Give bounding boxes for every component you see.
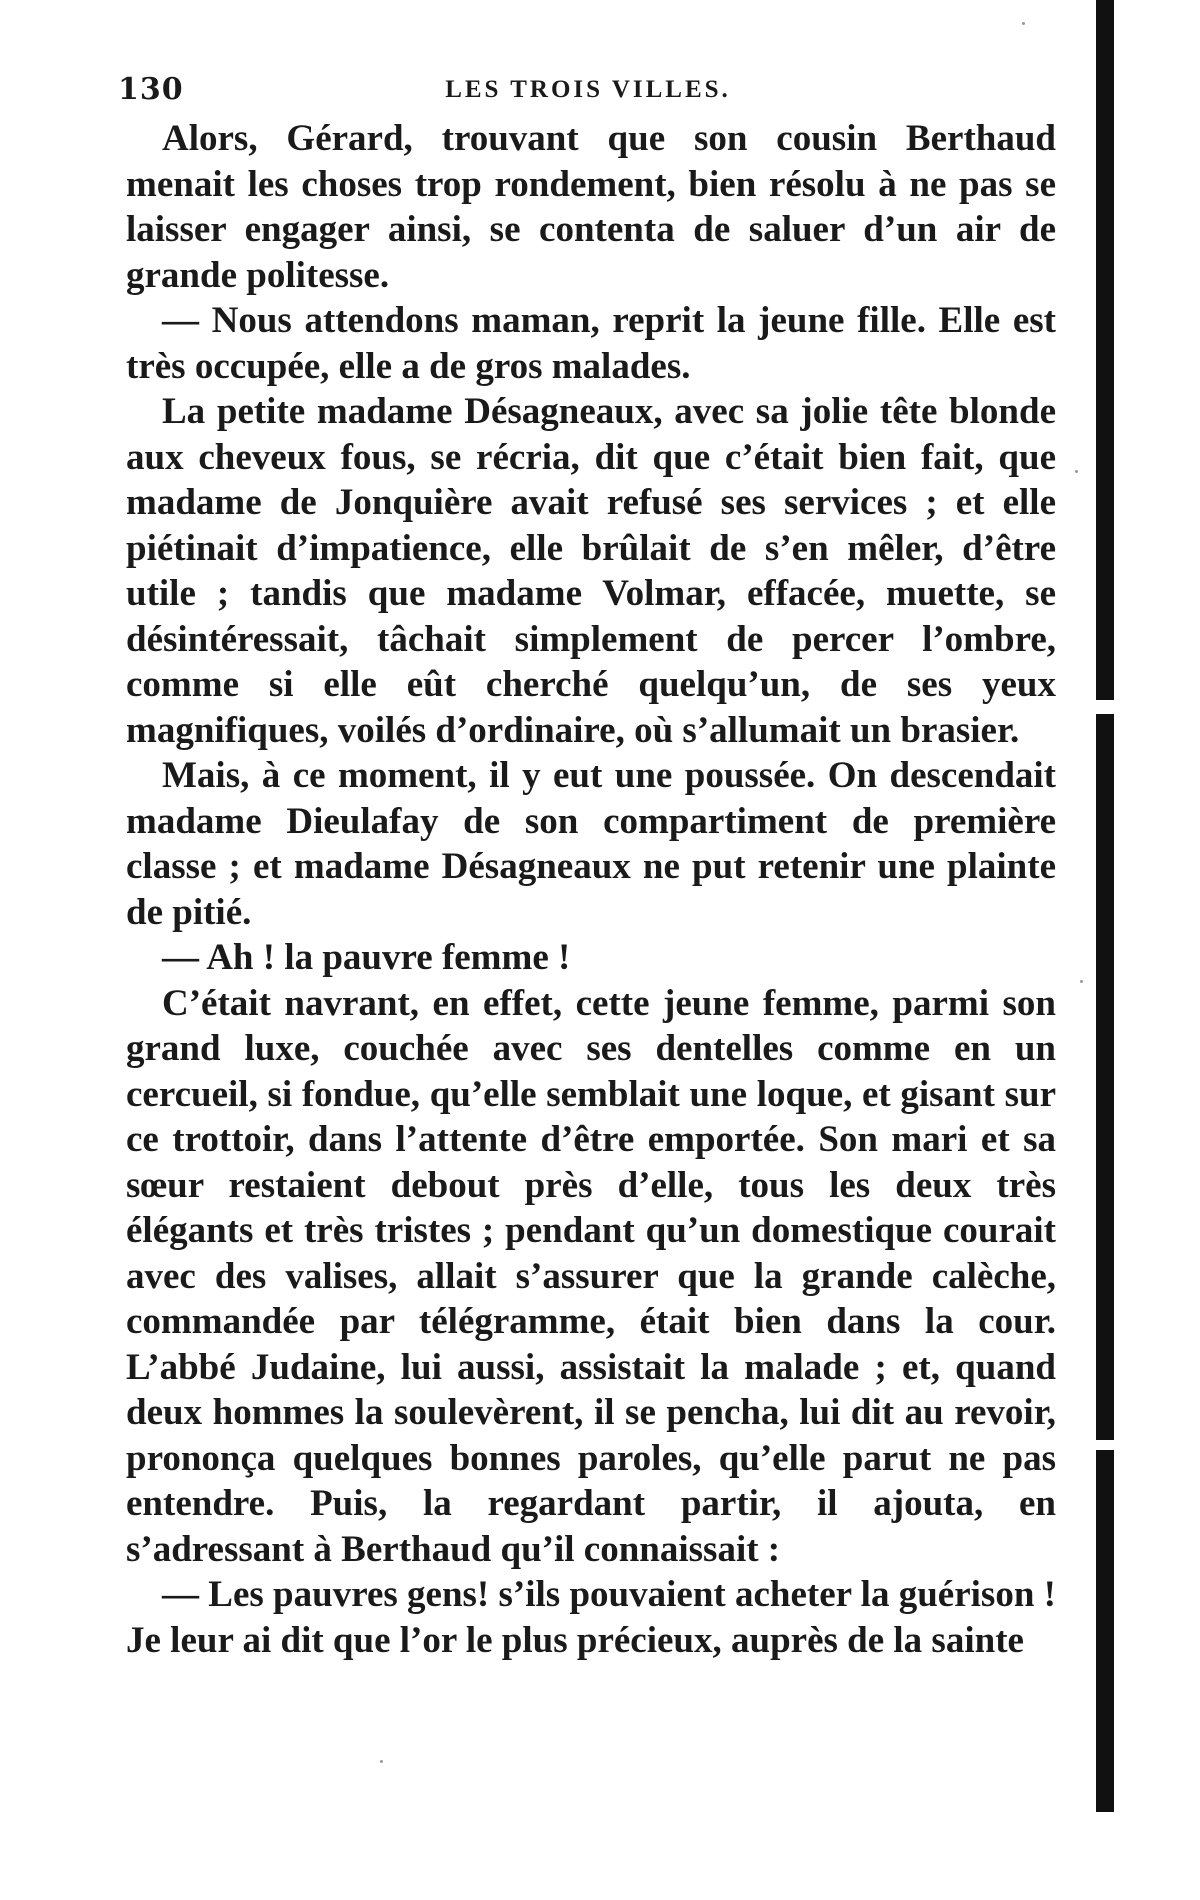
paragraph: — Nous attendons maman, reprit la jeune fille. Elle est très occupée, elle a de gros malades. (126, 300, 1056, 387)
page-edge-gap (1096, 700, 1114, 714)
body-text (126, 116, 1056, 1663)
page-edge-gap (1096, 1440, 1114, 1450)
running-title: LES TROIS VILLES. (445, 76, 731, 103)
scan-speck (1075, 470, 1078, 473)
scan-speck (380, 1760, 383, 1763)
page-number: 130 (118, 72, 184, 107)
paragraph: C’était navrant, en effet, cette jeune femme, parmi son grand luxe, couchée avec ses dentelles comme en un cercueil, si fondue, qu’elle semblait une loque, et gisant sur ce trottoir, dans l’attente d’être emportée. Son mari et sa sœur restaient debout près d’elle, tous les deux très élégants et très tristes ; pendant qu’un domestique courait avec des valises, allait s’assurer que la grande calèche, commandée par télégramme, était bien dans la cour. L’abbé Judaine, lui aussi, assistait la malade ; et, quand deux hommes la soulevèrent, il se pencha, lui dit au revoir, prononça quelques bonnes paroles, qu’elle parut ne pas entendre. Puis, la regardant partir, il ajouta, en s’adressant à Berthaud qu’il connaissait : (126, 982, 1056, 1570)
page-edge-shadow (1096, 0, 1114, 1812)
scan-speck (1022, 22, 1025, 25)
paragraph: — Les pauvres gens! s’ils pouvaient acheter la guérison ! Je leur ai dit que l’or le plus précieux, auprès de la sainte (126, 1574, 1056, 1661)
paragraph: — Ah ! la pauvre femme ! (162, 937, 571, 978)
paragraph: Alors, Gérard, trouvant que son cousin Berthaud menait les choses trop rondement, bien résolu à ne pas se laisser engager ainsi, se contenta de saluer d’un air de grande politesse. (126, 118, 1056, 296)
page-header (118, 72, 1058, 116)
paragraph: La petite madame Désagneaux, avec sa jolie tête blonde aux cheveux fous, se récria, dit que c’était bien fait, que madame de Jonquière avait refusé ses services ; et elle piétinait d’impatience, elle brûlait de s’en mêler, d’être utile ; tandis que madame Volmar, effacée, muette, se désintéressait, tâchait simplement de percer l’ombre, comme si elle eût cherché quelqu’un, de ses yeux magnifiques, voilés d’ordinaire, où s’allumait un brasier. (126, 391, 1056, 751)
scan-speck (1080, 980, 1083, 983)
paragraph: Mais, à ce moment, il y eut une poussée. On descendait madame Dieulafay de son compartiment de première classe ; et madame Désagneaux ne put retenir une plainte de pitié. (126, 755, 1056, 933)
